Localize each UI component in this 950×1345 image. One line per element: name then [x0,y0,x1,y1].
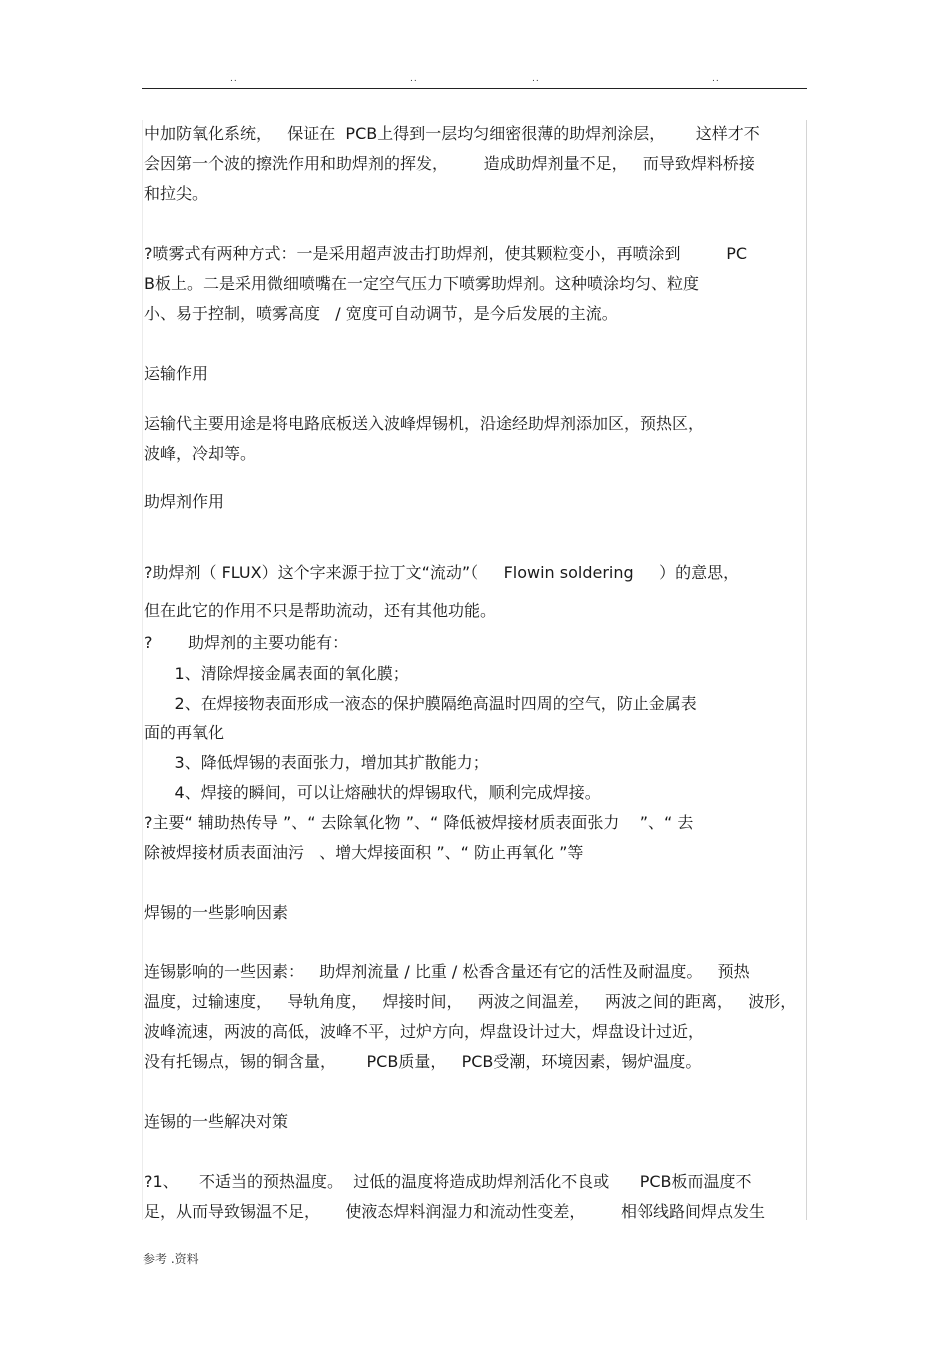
list-item: 3、降低焊锡的表面张力，增加其扩散能力； [144,753,489,772]
section-heading: 运输作用 [144,364,209,383]
header-dot-2: .. [410,74,418,84]
text-line: 中加防氧化系统， 保证在 PCB上得到一层均匀细密很薄的助焊剂涂层， 这样才不 [144,124,760,143]
header-dot-4: .. [712,74,720,84]
text-line: 除被焊接材质表面油污 、增大焊接面积 ”、“ 防止再氧化 ”等 [144,843,584,862]
text-line: ?喷雾式有两种方式：一是采用超声波击打助焊剂，使其颗粒变小，再喷涂到 PC [144,244,748,263]
text-line: 会因第一个波的擦洗作用和助焊剂的挥发， 造成助焊剂量不足， 而导致焊料桥接 [144,154,755,173]
text-line: 没有托锡点，锡的铜含量， PCB质量， PCB受潮，环境因素，锡炉温度。 [144,1052,702,1071]
text-line: 面的再氧化 [144,723,225,742]
text-line: 小、易于控制，喷雾高度 / 宽度可自动调节，是今后发展的主流。 [144,304,618,323]
section-heading: 连锡的一些解决对策 [144,1112,289,1131]
list-item: 1、清除焊接金属表面的氧化膜； [144,664,409,683]
text-line: ? 助焊剂的主要功能有： [144,633,349,652]
list-item: 2、在焊接物表面形成一液态的保护膜隔绝高温时四周的空气，防止金属表 [144,694,697,713]
section-heading: 焊锡的一些影响因素 [144,903,289,922]
text-line: 足，从而导致锡温不足， 使液态焊料润湿力和流动性变差， 相邻线路间焊点发生 [144,1202,766,1221]
list-item: 4、焊接的瞬间，可以让熔融状的焊锡取代，顺利完成焊接。 [144,783,601,802]
section-heading: 助焊剂作用 [144,492,225,511]
text-line: ?1、 不适当的预热温度。 过低的温度将造成助焊剂活化不良或 PCB板而温度不 [144,1172,752,1191]
text-line: 波峰流速，两波的高低，波峰不平，过炉方向，焊盘设计过大，焊盘设计过近， [144,1022,705,1041]
page-frame-right [806,120,807,1220]
text-line: 但在此它的作用不只是帮助流动，还有其他功能。 [144,601,497,620]
text-line: 和拉尖。 [144,184,209,203]
text-line: 运输代主要用途是将电路底板送入波峰焊锡机，沿途经助焊剂添加区，预热区， [144,414,705,433]
text-line: ?主要“ 辅助热传导 ”、“ 去除氧化物 ”、“ 降低被焊接材质表面张力 ”、“ 去 [144,813,694,832]
header-dot-3: .. [532,74,540,84]
page-frame-left [142,120,143,1220]
text-line: 温度，过输速度， 导轨角度， 焊接时间， 两波之间温差， 两波之间的距离， 波形， [144,992,797,1011]
text-line: ?助焊剂（ FLUX）这个字来源于拉丁文“流动”（ Flowin soldering ）的意思， [144,563,740,582]
page-footer: 参考 .资料 [143,1252,199,1266]
header-dot-1: .. [230,74,238,84]
header-rule [142,88,807,89]
text-line: 连锡影响的一些因素： 助焊剂流量 / 比重 / 松香含量还有它的活性及耐温度。 预热 [144,962,750,981]
text-line: B板上。二是采用微细喷嘴在一定空气压力下喷雾助焊剂。这种喷涂均匀、粒度 [144,274,699,293]
text-line: 波峰，冷却等。 [144,444,257,463]
